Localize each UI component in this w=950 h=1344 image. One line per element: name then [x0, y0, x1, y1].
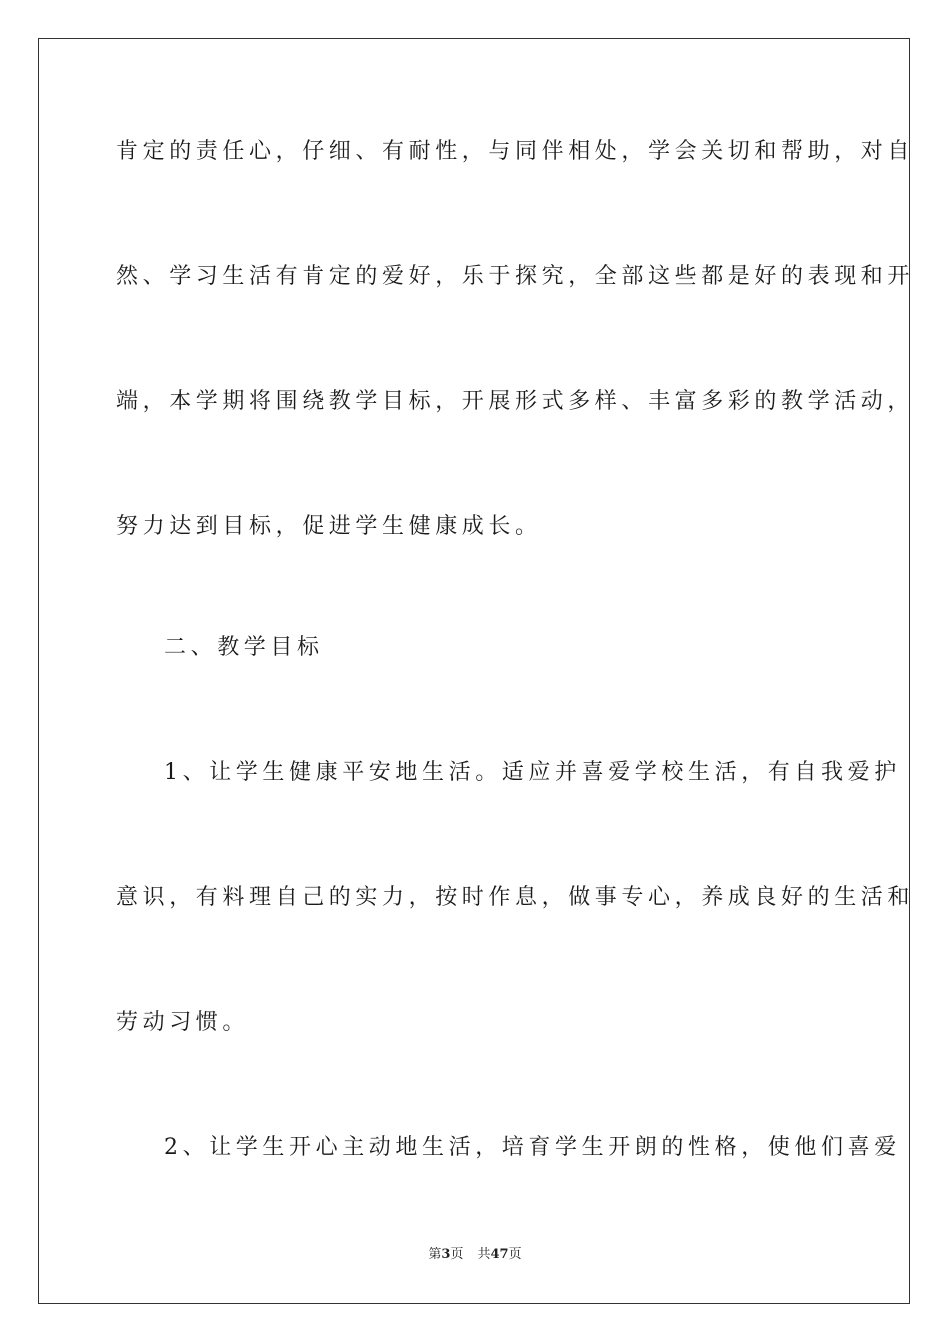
page-prefix: 第: [428, 1247, 442, 1262]
page-number: 3: [441, 1247, 451, 1262]
text-line-2: 然、学习生活有肯定的爱好，乐于探究，全部这些都是好的表现和开: [116, 264, 915, 289]
text-line-8: 劳动习惯。: [116, 1010, 250, 1035]
text-line-9: 2、让学生开心主动地生活，培育学生开朗的性格，使他们喜爱: [164, 1135, 901, 1160]
page-suffix: 页: [450, 1247, 464, 1262]
text-line-1: 肯定的责任心，仔细、有耐性，与同伴相处，学会关切和帮助，对自: [116, 139, 915, 164]
total-prefix: 共: [477, 1247, 491, 1262]
text-line-7: 意识，有料理自己的实力，按时作息，做事专心，养成良好的生活和: [116, 885, 915, 910]
text-line-4: 努力达到目标，促进学生健康成长。: [116, 514, 542, 539]
text-line-6: 1、让学生健康平安地生活。适应并喜爱学校生活，有自我爱护: [164, 760, 901, 785]
text-line-3: 端，本学期将围绕教学目标，开展形式多样、丰富多彩的教学活动，: [116, 389, 915, 414]
page-border: [38, 38, 915, 1304]
section-heading: 二、教学目标: [164, 635, 324, 660]
page-footer: [0, 1246, 950, 1264]
total-pages: 47: [490, 1247, 509, 1262]
total-suffix: 页: [508, 1247, 522, 1262]
